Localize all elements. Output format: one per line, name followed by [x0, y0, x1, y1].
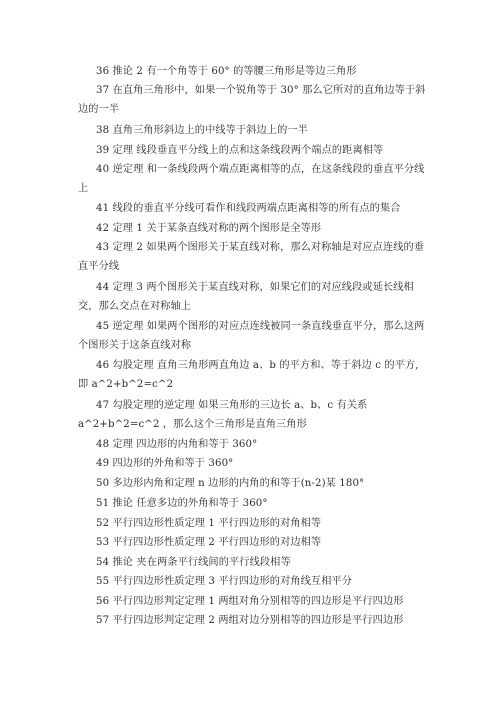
- theorem-37: 37 在直角三角形中，如果一个锐角等于 30° 那么它所对的直角边等于斜: [96, 85, 426, 96]
- theorem-41: 41 线段的垂直平分线可看作和线段两端点距离相等的所有点的集合: [96, 203, 401, 214]
- theorem-45-cont: 个图形关于这条直线对称: [78, 340, 192, 351]
- theorem-50: 50 多边形内角和定理 n 边形的内角的和等于(n-2)某 180°: [96, 478, 365, 489]
- theorem-46-cont: 即 a^2+b^2=c^2: [78, 379, 174, 390]
- theorem-49: 49 四边形的外角和等于 360°: [96, 458, 234, 469]
- theorem-55: 55 平行四边形性质定理 3 平行四边形的对角线互相平分: [96, 576, 353, 587]
- theorem-56: 56 平行四边形判定定理 1 两组对角分别相等的四边形是平行四边形: [96, 596, 404, 607]
- theorem-39: 39 定理 线段垂直平分线上的点和这条线段两个端点的距离相等: [96, 145, 384, 156]
- theorem-40-cont: 上: [78, 183, 89, 194]
- theorem-47-cont: a^2+b^2=c^2 ，那么这个三角形是直角三角形: [78, 419, 307, 430]
- theorem-43: 43 定理 2 如果两个图形关于某直线对称，那么对称轴是对应点连线的垂: [96, 242, 425, 253]
- theorem-36: 36 推论 2 有一个角等于 60° 的等腰三角形是等边三角形: [96, 66, 357, 77]
- theorem-44: 44 定理 3 两个图形关于某直线对称，如果它们的对应线段或延长线相: [96, 282, 414, 293]
- theorem-52: 52 平行四边形性质定理 1 平行四边形的对角相等: [96, 518, 322, 529]
- theorem-47: 47 勾股定理的逆定理 如果三角形的三边长 a、b、c 有关系: [96, 400, 368, 411]
- theorem-45: 45 逆定理 如果两个图形的对应点连线被同一条直线垂直平分，那么这两: [96, 321, 425, 332]
- theorem-46: 46 勾股定理 直角三角形两直角边 a、b 的平方和、等于斜边 c 的平方,: [96, 360, 419, 371]
- theorem-40: 40 逆定理 和一条线段两个端点距离相等的点，在这条线段的垂直平分线: [96, 164, 425, 175]
- theorem-54: 54 推论 夹在两条平行线间的平行线段相等: [96, 557, 291, 568]
- theorem-48: 48 定理 四边形的内角和等于 360°: [96, 439, 258, 450]
- theorem-43-cont: 直平分线: [78, 261, 120, 272]
- theorem-38: 38 直角三角形斜边上的中线等于斜边上的一半: [96, 125, 308, 136]
- theorem-37-cont: 边的一半: [78, 104, 120, 115]
- theorem-53: 53 平行四边形性质定理 2 平行四边形的对边相等: [96, 537, 322, 548]
- theorem-44-cont: 交，那么交点在对称轴上: [78, 301, 192, 312]
- theorem-57: 57 平行四边形判定定理 2 两组对边分别相等的四边形是平行四边形: [96, 615, 404, 626]
- theorem-42: 42 定理 1 关于某条直线对称的两个图形是全等形: [96, 223, 322, 234]
- theorem-51: 51 推论 任意多边的外角和等于 360°: [96, 498, 268, 509]
